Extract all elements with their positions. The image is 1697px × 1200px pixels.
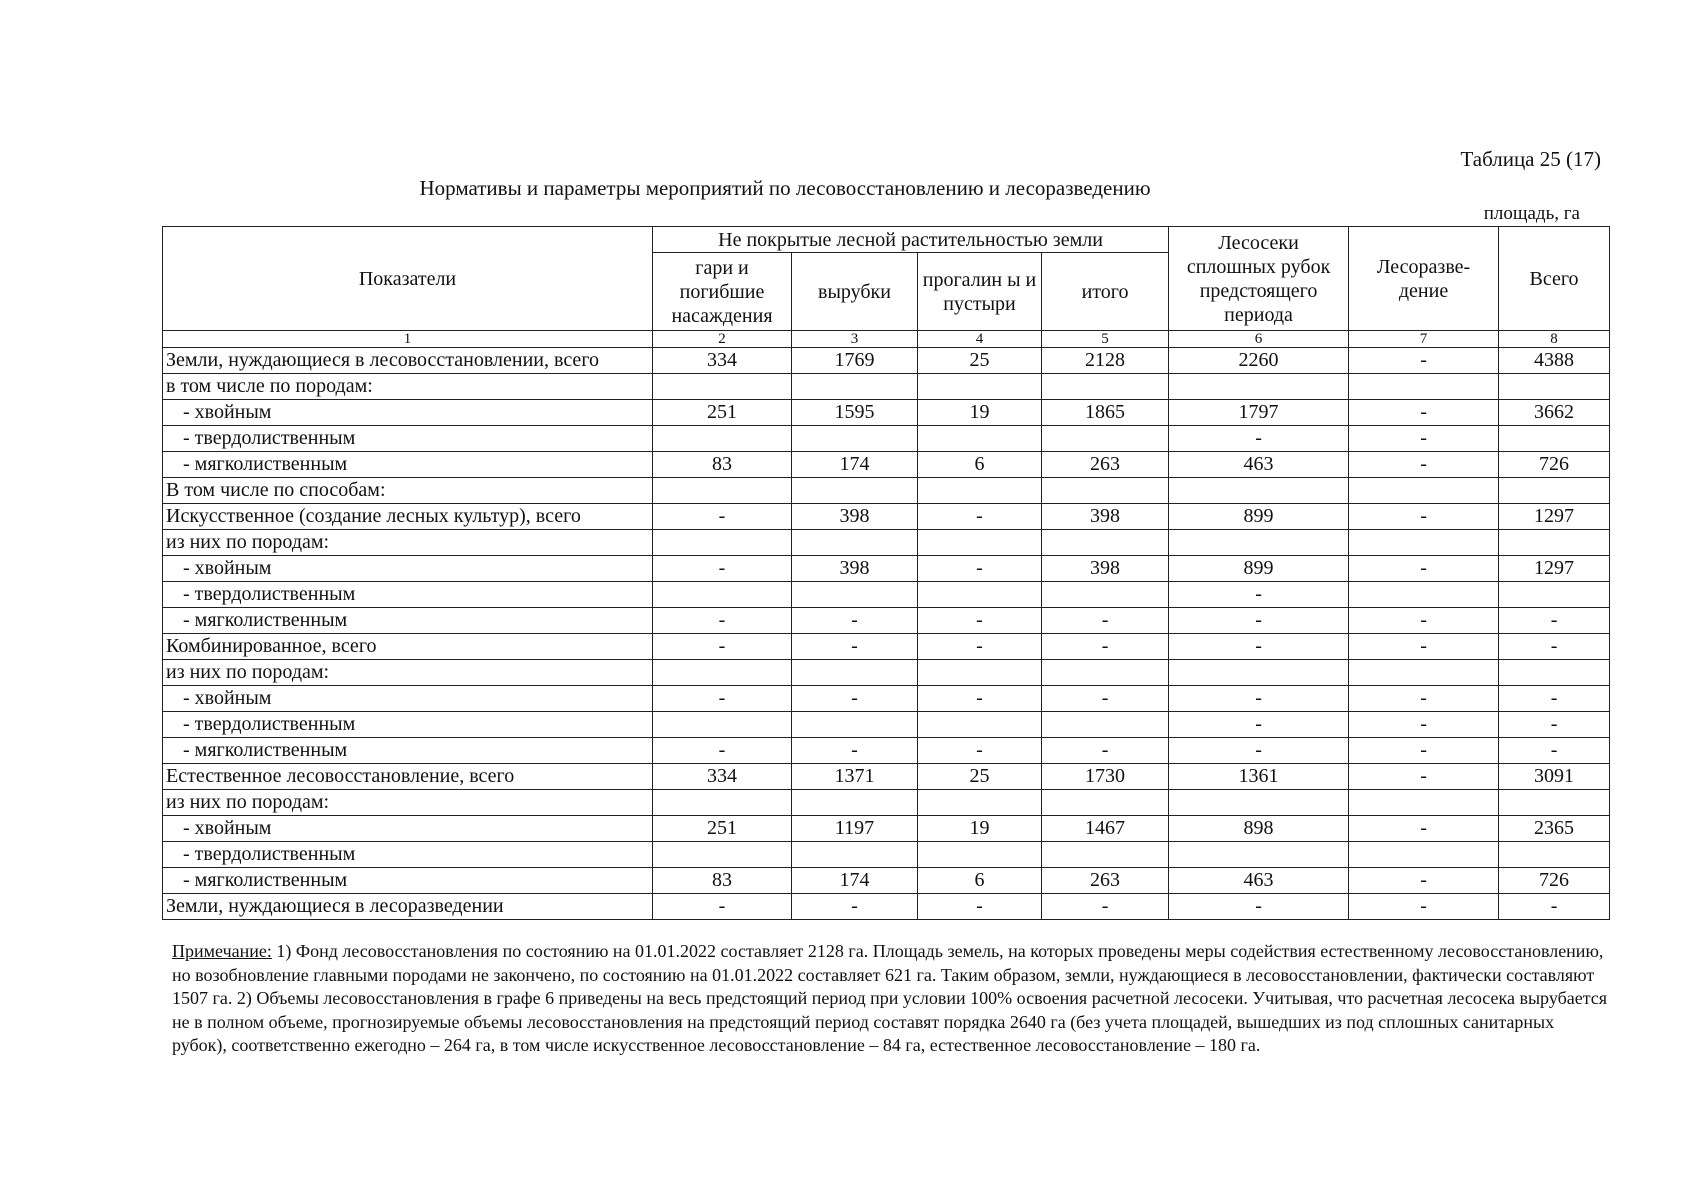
table-cell: - (1169, 894, 1349, 920)
row-label: - мягколиственным (163, 738, 653, 764)
table-cell: 1730 (1042, 764, 1169, 790)
table-cell: - (1042, 894, 1169, 920)
table-cell (1042, 530, 1169, 556)
table-cell: - (1499, 712, 1610, 738)
row-label: из них по породам: (163, 530, 653, 556)
table-cell: 726 (1499, 452, 1610, 478)
table-cell (1499, 790, 1610, 816)
table-cell: 263 (1042, 452, 1169, 478)
table-row (163, 738, 1610, 764)
table-cell: 899 (1169, 556, 1349, 582)
table-cell: 2260 (1169, 348, 1349, 374)
table-cell (1499, 530, 1610, 556)
row-label: - твердолиственным (163, 712, 653, 738)
table-cell: - (1042, 686, 1169, 712)
table-cell: 1297 (1499, 504, 1610, 530)
table-row (163, 426, 1610, 452)
table-cell (653, 530, 792, 556)
table-cell: - (1169, 582, 1349, 608)
table-cell: - (1349, 426, 1499, 452)
table-cell (1499, 478, 1610, 504)
table-cell (1499, 842, 1610, 868)
table-cell: 25 (918, 348, 1042, 374)
table-cell: - (918, 608, 1042, 634)
row-label: - хвойным (163, 686, 653, 712)
table-cell: - (792, 686, 918, 712)
row-label: - хвойным (163, 556, 653, 582)
table-cell: - (1499, 608, 1610, 634)
table-cell: - (1499, 634, 1610, 660)
table-cell (653, 842, 792, 868)
table-cell: 6 (918, 452, 1042, 478)
table-number: Таблица 25 (17) (1460, 147, 1601, 171)
table-cell: 19 (918, 816, 1042, 842)
column-number: 6 (1169, 331, 1349, 348)
table-cell (653, 712, 792, 738)
table-row (163, 764, 1610, 790)
table-row (163, 712, 1610, 738)
table-cell: - (653, 634, 792, 660)
table-body (163, 348, 1610, 920)
table-cell: 251 (653, 816, 792, 842)
forest-regeneration-table (162, 226, 1610, 920)
table-row (163, 608, 1610, 634)
table-cell: - (918, 738, 1042, 764)
header-cuttings: вырубки (792, 253, 918, 331)
table-cell: - (1042, 738, 1169, 764)
table-cell (1499, 582, 1610, 608)
row-label: - мягколиственным (163, 608, 653, 634)
table-cell: 463 (1169, 452, 1349, 478)
table-cell: - (918, 504, 1042, 530)
table-cell: - (1349, 686, 1499, 712)
table-cell: - (792, 738, 918, 764)
table-row (163, 894, 1610, 920)
table-cell: - (1042, 634, 1169, 660)
row-label: - твердолиственным (163, 842, 653, 868)
table-cell: 174 (792, 868, 918, 894)
table-cell: 398 (1042, 556, 1169, 582)
table-cell (792, 582, 918, 608)
header-clearcut-areas: Лесосеки сплошных рубок предстоящего периода (1169, 227, 1349, 331)
table-cell (1349, 660, 1499, 686)
table-cell: 1467 (1042, 816, 1169, 842)
row-label: Земли, нуждающиеся в лесоразведении (163, 894, 653, 920)
table-cell: - (792, 634, 918, 660)
table-cell: - (1349, 738, 1499, 764)
table-cell: - (1169, 426, 1349, 452)
table-cell (918, 660, 1042, 686)
header-glades-wastelands: прогалин ы и пустыри (918, 253, 1042, 331)
header-burnt-stands: гари и погибшие насаждения (653, 253, 792, 331)
table-row (163, 868, 1610, 894)
row-label: в том числе по породам: (163, 374, 653, 400)
row-label: из них по породам: (163, 660, 653, 686)
column-number: 3 (792, 331, 918, 348)
table-cell: - (1499, 894, 1610, 920)
table-cell: - (1349, 400, 1499, 426)
table-row (163, 556, 1610, 582)
row-label: В том числе по способам: (163, 478, 653, 504)
table-cell: - (918, 894, 1042, 920)
table-cell: - (653, 738, 792, 764)
table-cell (918, 790, 1042, 816)
table-row (163, 842, 1610, 868)
table-cell: - (1349, 816, 1499, 842)
table-cell: 2128 (1042, 348, 1169, 374)
table-cell: 6 (918, 868, 1042, 894)
table-cell: 398 (1042, 504, 1169, 530)
table-cell (792, 530, 918, 556)
table-cell: - (918, 634, 1042, 660)
table-row (163, 660, 1610, 686)
header-uncovered-lands: Не покрытые лесной растительностью земли (653, 227, 1169, 253)
table-cell: 334 (653, 764, 792, 790)
table-cell (1169, 478, 1349, 504)
footnote-text: 1) Фонд лесовосстановления по состоянию на 01.01.2022 составляет 2128 га. Площадь земель, на которых проведены меры содействия естественному лесовосстановлению, но возобновление главными породами не закончено, по состоянию на 01.01.2022 составляет 621 га. Таким образом, земли, нуждающиеся в лесовосстановлении, фактически составляют 1507 га. 2) Объемы лесовосстановления в графе 6 приведены на весь предстоящий период при условии 100% освоения расчетной лесосеки. Учитывая, что расчетная лесосека вырубается не в полном объеме, прогнозируемые объемы лесовосстановления на предстоящий период составят порядка 2640 га (без учета площадей, вышедших из под сплошных санитарных рубок), соответственно ежегодно – 264 га, в том числе искусственное лесовосстановление – 84 га, естественное лесовосстановление – 180 га. (172, 941, 1608, 1055)
row-label: Искусственное (создание лесных культур), всего (163, 504, 653, 530)
row-label: Земли, нуждающиеся в лесовосстановлении, всего (163, 348, 653, 374)
table-cell: - (1349, 504, 1499, 530)
table-cell: 25 (918, 764, 1042, 790)
table-cell: - (653, 608, 792, 634)
table-cell: 2365 (1499, 816, 1610, 842)
table-cell: 1865 (1042, 400, 1169, 426)
table-row (163, 530, 1610, 556)
table-cell: 1769 (792, 348, 918, 374)
table-row (163, 478, 1610, 504)
row-label: - мягколиственным (163, 868, 653, 894)
table-row (163, 790, 1610, 816)
table-cell: - (1349, 712, 1499, 738)
table-cell: 1595 (792, 400, 918, 426)
footnote-label: Примечание: (172, 941, 272, 961)
table-cell (1499, 426, 1610, 452)
row-label: - мягколиственным (163, 452, 653, 478)
row-label: - хвойным (163, 816, 653, 842)
table-cell: - (653, 894, 792, 920)
table-cell: 3662 (1499, 400, 1610, 426)
table-cell (1169, 790, 1349, 816)
table-cell: 1297 (1499, 556, 1610, 582)
table-cell: 83 (653, 868, 792, 894)
table-cell: - (653, 686, 792, 712)
table-cell (1169, 842, 1349, 868)
table-cell (1499, 660, 1610, 686)
table-cell: 1197 (792, 816, 918, 842)
table-cell (1169, 530, 1349, 556)
column-number: 2 (653, 331, 792, 348)
table-cell (653, 478, 792, 504)
table-cell: - (1349, 556, 1499, 582)
table-cell: 1371 (792, 764, 918, 790)
table-cell: 263 (1042, 868, 1169, 894)
table-cell (1042, 790, 1169, 816)
table-cell: 3091 (1499, 764, 1610, 790)
table-cell (1042, 426, 1169, 452)
table-cell (653, 790, 792, 816)
table-cell: 898 (1169, 816, 1349, 842)
table-cell (918, 374, 1042, 400)
table-cell (1169, 374, 1349, 400)
table-cell: 1797 (1169, 400, 1349, 426)
table-cell: - (1169, 634, 1349, 660)
table-cell: 251 (653, 400, 792, 426)
table-cell (792, 374, 918, 400)
table-cell (918, 712, 1042, 738)
table-cell: - (1349, 764, 1499, 790)
table-cell (918, 478, 1042, 504)
table-cell (1042, 478, 1169, 504)
table-cell (1349, 582, 1499, 608)
table-cell: - (653, 504, 792, 530)
header-indicator: Показатели (163, 227, 653, 331)
table-cell: - (1042, 608, 1169, 634)
table-cell: 19 (918, 400, 1042, 426)
table-cell (653, 660, 792, 686)
table-cell: 4388 (1499, 348, 1610, 374)
header-subtotal: итого (1042, 253, 1169, 331)
table-cell: - (918, 556, 1042, 582)
column-number: 5 (1042, 331, 1169, 348)
table-cell (918, 530, 1042, 556)
table-cell: - (1349, 634, 1499, 660)
column-number: 1 (163, 331, 653, 348)
table-cell (792, 426, 918, 452)
row-label: из них по породам: (163, 790, 653, 816)
table-cell (1042, 712, 1169, 738)
table-cell: 726 (1499, 868, 1610, 894)
table-cell (1169, 660, 1349, 686)
table-cell (1349, 790, 1499, 816)
table-cell: - (1169, 738, 1349, 764)
table-cell (792, 842, 918, 868)
column-number: 7 (1349, 331, 1499, 348)
table-row (163, 400, 1610, 426)
table-row (163, 634, 1610, 660)
table-row (163, 348, 1610, 374)
table-cell (653, 374, 792, 400)
column-number: 4 (918, 331, 1042, 348)
table-cell (653, 582, 792, 608)
table-cell: 334 (653, 348, 792, 374)
row-label: - хвойным (163, 400, 653, 426)
table-cell: 398 (792, 556, 918, 582)
table-cell: - (1349, 452, 1499, 478)
table-cell: 899 (1169, 504, 1349, 530)
table-cell (1349, 374, 1499, 400)
table-cell: - (792, 894, 918, 920)
header-afforestation: Лесоразве-дение (1349, 227, 1499, 331)
table-cell (1499, 374, 1610, 400)
table-cell (1349, 842, 1499, 868)
table-cell: - (792, 608, 918, 634)
table-cell: 1361 (1169, 764, 1349, 790)
table-cell (792, 790, 918, 816)
table-cell (792, 478, 918, 504)
table-row (163, 582, 1610, 608)
table-cell (918, 582, 1042, 608)
table-cell: - (1169, 686, 1349, 712)
table-cell: - (1349, 348, 1499, 374)
table-cell (918, 426, 1042, 452)
row-label: - твердолиственным (163, 426, 653, 452)
unit-label: площадь, га (1483, 203, 1580, 224)
footnote (172, 940, 1612, 1058)
table-cell: - (1169, 608, 1349, 634)
table-cell: - (1349, 894, 1499, 920)
table-row (163, 816, 1610, 842)
table-cell (792, 660, 918, 686)
table-row (163, 374, 1610, 400)
table-row (163, 504, 1610, 530)
table-cell: - (1349, 608, 1499, 634)
table-cell (1042, 582, 1169, 608)
table-cell: - (1349, 868, 1499, 894)
table-cell (1042, 374, 1169, 400)
table-cell: - (1499, 686, 1610, 712)
table-cell (653, 426, 792, 452)
table-cell: 398 (792, 504, 918, 530)
table-cell (1042, 660, 1169, 686)
table-row (163, 686, 1610, 712)
table-cell (792, 712, 918, 738)
row-label: Комбинированное, всего (163, 634, 653, 660)
table-cell (918, 842, 1042, 868)
table-cell: - (918, 686, 1042, 712)
table-cell: - (1499, 738, 1610, 764)
row-label: - твердолиственным (163, 582, 653, 608)
table-cell: 174 (792, 452, 918, 478)
table-cell: 463 (1169, 868, 1349, 894)
table-row (163, 452, 1610, 478)
table-cell: - (1169, 712, 1349, 738)
table-cell (1349, 478, 1499, 504)
table-title: Нормативы и параметры мероприятий по лесовосстановлению и лесоразведению (419, 176, 1151, 200)
table-cell: 83 (653, 452, 792, 478)
header-total: Всего (1499, 227, 1610, 331)
table-cell (1042, 842, 1169, 868)
column-number: 8 (1499, 331, 1610, 348)
table-cell: - (653, 556, 792, 582)
table-cell (1349, 530, 1499, 556)
row-label: Естественное лесовосстановление, всего (163, 764, 653, 790)
